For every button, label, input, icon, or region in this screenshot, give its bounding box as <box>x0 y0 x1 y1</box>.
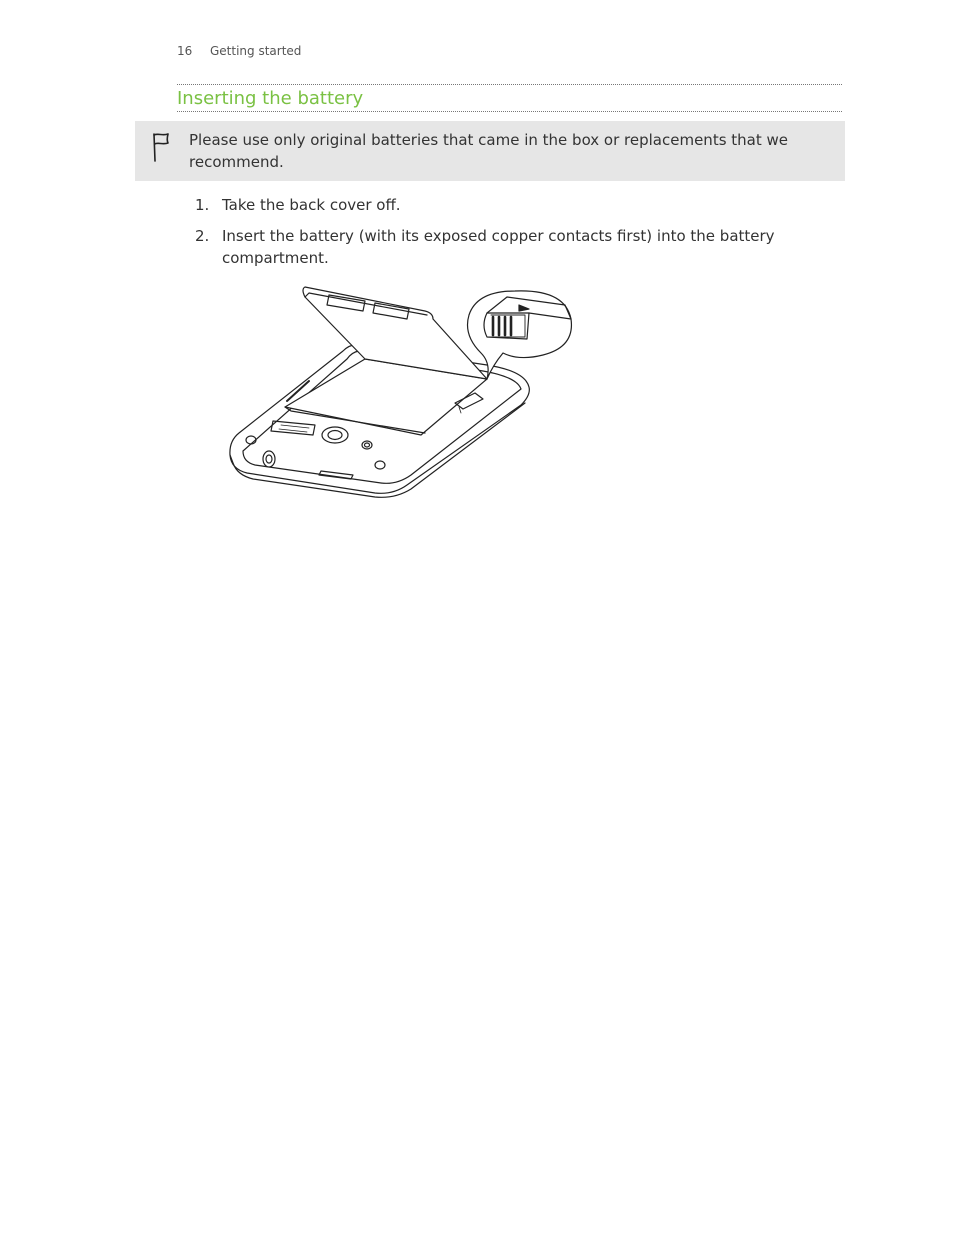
top-divider <box>177 84 842 85</box>
note-box <box>135 121 845 181</box>
note-text: Please use only original batteries that came in the box or replacements that we recommend. <box>189 131 789 171</box>
flag-icon <box>149 131 171 169</box>
step-text: Insert the battery (with its exposed copper contacts first) into the battery compartment. <box>222 227 775 267</box>
battery-illustration <box>225 283 585 507</box>
section-title: Inserting the battery <box>177 88 364 109</box>
list-item <box>195 194 835 216</box>
page-header <box>177 44 301 58</box>
step-number: 2. <box>195 227 210 245</box>
step-number: 1. <box>195 196 210 214</box>
page-number: 16 <box>177 44 193 58</box>
step-text: Take the back cover off. <box>222 196 401 214</box>
steps-list <box>195 194 835 278</box>
title-divider <box>177 111 842 112</box>
header-section: Getting started <box>210 44 302 58</box>
list-item <box>195 225 835 269</box>
